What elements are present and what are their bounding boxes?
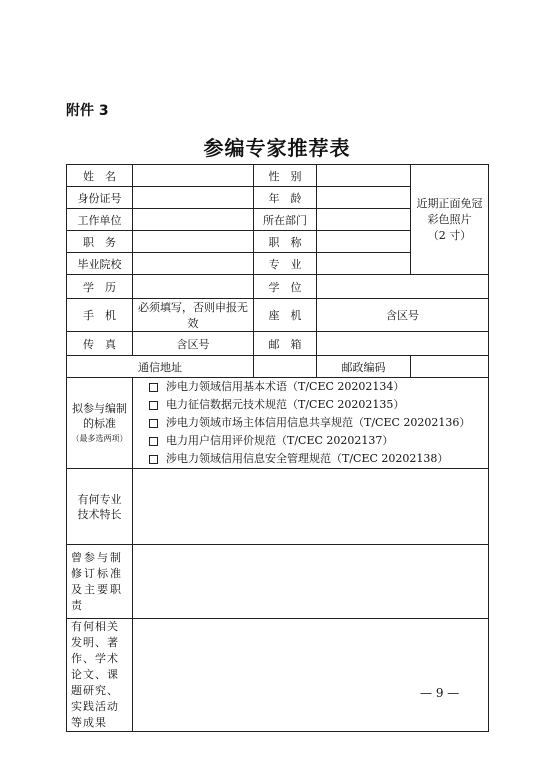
mobile-label: 手 机: [67, 299, 133, 332]
standard-option-label: 电力用户信用评价规范（T/CEC 20202137）: [166, 434, 394, 447]
standard-option-label: 电力征信数据元技术规范（T/CEC 20202135）: [166, 398, 405, 411]
education-label: 学 历: [67, 275, 133, 299]
photo-hint-1: 近期正面免冠: [416, 196, 483, 210]
checkbox-icon[interactable]: [149, 455, 158, 464]
standard-option[interactable]: [149, 414, 488, 432]
age-field[interactable]: [317, 187, 411, 209]
recommendation-form: [66, 164, 489, 732]
specialty-field[interactable]: [133, 469, 489, 545]
degree-label: 学 位: [254, 275, 317, 299]
standard-option[interactable]: [149, 396, 488, 414]
gender-field[interactable]: [317, 165, 411, 187]
form-title: 参编专家推荐表: [203, 136, 351, 160]
standards-label: [67, 378, 133, 469]
experience-field[interactable]: [133, 545, 489, 619]
degree-field[interactable]: [317, 275, 489, 299]
experience-label: 曾参与制修订标准及主要职责: [67, 545, 133, 619]
employer-field[interactable]: [133, 209, 254, 231]
department-field[interactable]: [317, 209, 411, 231]
job-title-label: 职 称: [254, 231, 317, 253]
address-label: 通信地址: [67, 356, 254, 378]
standard-option-label: 涉电力领域信用信息安全管理规范（T/CEC 20202138）: [166, 452, 449, 465]
checkbox-icon[interactable]: [149, 383, 158, 392]
mobile-field[interactable]: 必须填写，否则申报无效: [133, 299, 254, 332]
standards-label-note: （最多选两项）: [71, 433, 128, 443]
attachment-label: 附件 3: [66, 103, 109, 119]
email-label: 邮 箱: [254, 332, 317, 356]
specialty-label: 有何专业技术特长: [67, 469, 133, 545]
postcode-field[interactable]: [411, 356, 489, 378]
email-field[interactable]: [317, 332, 489, 356]
name-field[interactable]: [133, 165, 254, 187]
checkbox-icon[interactable]: [149, 401, 158, 410]
employer-label: 工作单位: [67, 209, 133, 231]
school-label: 毕业院校: [67, 253, 133, 275]
photo-box[interactable]: [411, 165, 489, 275]
id-number-label: 身份证号: [67, 187, 133, 209]
photo-hint-3: （2 寸）: [427, 228, 472, 242]
address-field[interactable]: [254, 356, 317, 378]
fax-label: 传 真: [67, 332, 133, 356]
department-label: 所在部门: [254, 209, 317, 231]
standard-option[interactable]: [149, 450, 488, 468]
standard-option-label: 涉电力领域市场主体信用信息共享规范（T/CEC 20202136）: [166, 416, 471, 429]
fax-field[interactable]: 含区号: [133, 332, 254, 356]
job-title-field[interactable]: [317, 231, 411, 253]
achievements-label: 有何相关发明、著作、学术论文、课题研究、实践活动等成果: [67, 619, 133, 732]
landline-label: 座 机: [254, 299, 317, 332]
page-number: — 9 —: [420, 686, 460, 700]
achievements-field[interactable]: [133, 619, 489, 732]
standard-option[interactable]: [149, 378, 488, 396]
position-label: 职 务: [67, 231, 133, 253]
landline-field[interactable]: 含区号: [317, 299, 489, 332]
education-field[interactable]: [133, 275, 254, 299]
major-field[interactable]: [317, 253, 411, 275]
standards-options: [133, 378, 489, 469]
standards-label-line1: 拟参与编制: [72, 401, 127, 415]
standard-option[interactable]: [149, 432, 488, 450]
checkbox-icon[interactable]: [149, 419, 158, 428]
position-field[interactable]: [133, 231, 254, 253]
name-label: 姓 名: [67, 165, 133, 187]
major-label: 专 业: [254, 253, 317, 275]
standard-option-label: 涉电力领域信用基本术语（T/CEC 20202134）: [166, 380, 405, 393]
checkbox-icon[interactable]: [149, 437, 158, 446]
school-field[interactable]: [133, 253, 254, 275]
photo-hint-2: 彩色照片: [427, 212, 472, 226]
gender-label: 性 别: [254, 165, 317, 187]
id-number-field[interactable]: [133, 187, 254, 209]
postcode-label: 邮政编码: [317, 356, 411, 378]
age-label: 年 龄: [254, 187, 317, 209]
standards-label-line2: 的标准: [83, 416, 116, 430]
